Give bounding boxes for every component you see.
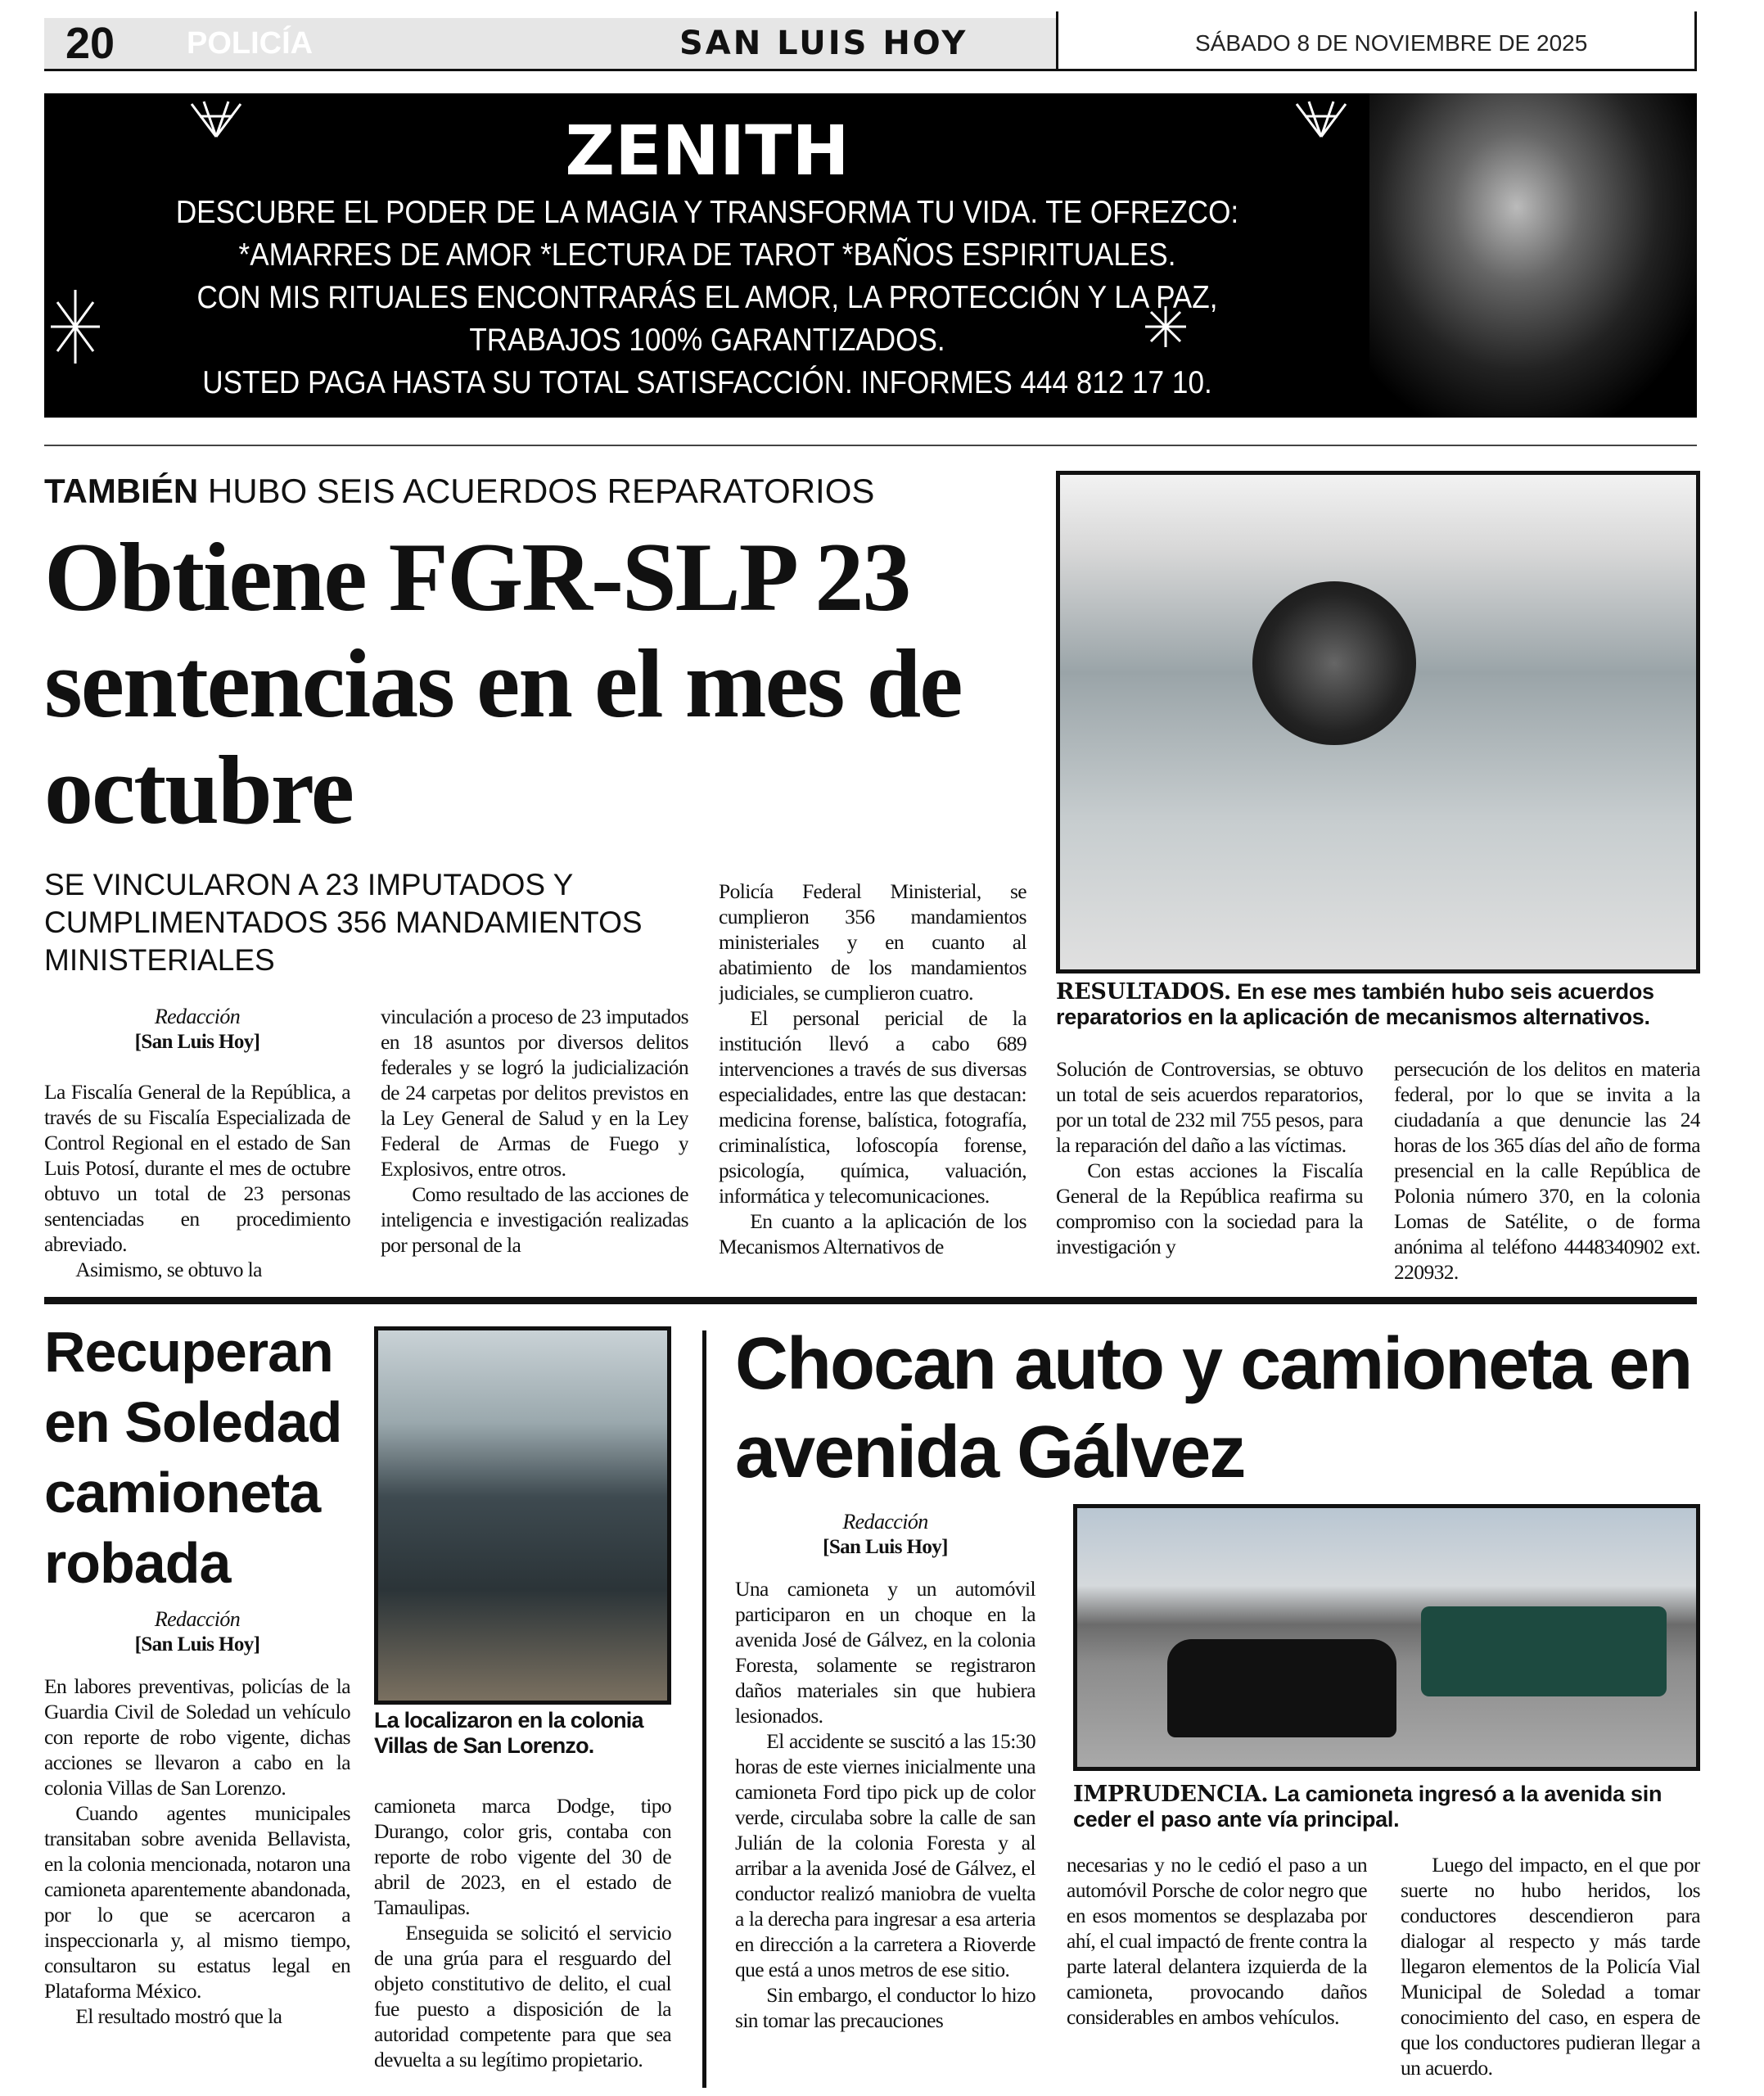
byline: Redacción [San Luis Hoy] (823, 1510, 948, 1558)
main-headline: Obtiene FGR-SLP 23 sentencias en el mes de octubre (44, 522, 962, 844)
article-column: vinculación a proceso de 23 imputados en 18 asuntos por diversos delitos federales y se logró la judicialización de 24 carpetas por delitos previstos en la Ley General de Salud y en la Ley Federal de Armas de Fuego y Explosivos, entre otros. Como resultado de las acciones de inteligencia e investigación realizadas por personal de la (381, 1005, 688, 1257)
byline: Redacción [San Luis Hoy] (134, 1005, 260, 1053)
ad-title: ZENITH (565, 111, 850, 191)
fgr-building-photo (1056, 471, 1700, 973)
article-column: Solución de Controversias, se obtuvo un total de seis acuerdos reparatorios, por un total de 232 mil 755 pesos, para la reparación del daño a las víctimas. Con estas acciones la Fiscalía General de la República reafirma su compromiso con la sociedad para la investigación y (1056, 1057, 1363, 1258)
ad-line: CON MIS RITUALES ENCONTRARÁS EL AMOR, LA PROTECCIÓN Y LA PAZ, (196, 280, 1218, 315)
header-rule (44, 69, 1697, 71)
page-number: 20 (65, 19, 115, 68)
robo-headline: Recuperan en Soledad camioneta robada (44, 1320, 342, 1595)
crash-photo-caption: IMPRUDENCIA. La camioneta ingresó a la avenida sin ceder el paso ante vía principal. (1073, 1782, 1662, 1832)
ad-line: USTED PAGA HASTA SU TOTAL SATISFACCIÓN. INFORMES 444 812 17 10. (202, 365, 1212, 400)
main-photo-caption: RESULTADOS. En ese mes también hubo seis acuerdos reparatorios en la aplicación de mecanismos alternativos. (1056, 979, 1654, 1029)
column-divider (702, 1330, 706, 2088)
article-column: Policía Federal Ministerial, se cumplieron 356 mandamientos ministeriales y en cuanto al abatimiento de los mandamientos judiciales, se cumplieron cuatro. El personal pericial de la institución llevó a cabo 689 intervenciones a través de sus diversas especialidades, entre las que destacan: medicina forense, balística, fotografía, criminalística, lofoscopía forense, psicología, química, valuación, informática y telecomunicaciones. En cuanto a la aplicación de los Mecanismos Alternativos de (719, 879, 1026, 1258)
section-label: POLICÍA (187, 26, 314, 61)
article-column: necesarias y no le cedió el paso a un automóvil Porsche de color negro que en esos momentos se desplazaba por ahí, el cual impactó de frente contra la parte lateral delantera izquierda de la camioneta, provocando daños considerables en ambos vehículos. (1067, 1853, 1367, 2029)
header-divider (1056, 11, 1058, 70)
ad-line: DESCUBRE EL PODER DE LA MAGIA Y TRANSFORMA TU VIDA. TE OFREZCO: (175, 195, 1239, 230)
advertisement (44, 93, 1697, 418)
byline: Redacción [San Luis Hoy] (134, 1607, 260, 1656)
ad-fortune-teller-image (1369, 93, 1697, 418)
article-column: Luego del impacto, en el que por suerte no hubo heridos, los conductores descendieron para dialogar al respecto y más tarde llegaron elementos de la Policía Vial Municipal de Soledad a tomar conocimiento del caso, en espera de que los conductores pudieran llegar a un acuerdo. (1401, 1853, 1700, 2080)
article-column: Redacción [San Luis Hoy] En labores preventivas, policías de la Guardia Civil de Soledad un vehículo con reporte de robo vigente, dichas acciones se llevaron a cabo en la colonia Villas de San Lorenzo. Cuando agentes municipales transitaban sobre avenida Bellavista, en la colonia mencionada, notaron una camioneta aparentemente abandonada, por lo que se acercaron a inspeccionarla y, al mismo tiempo, consultaron su estatus legal en Plataforma México. El resultado mostró que la (44, 1607, 350, 2028)
kicker: TAMBIÉN HUBO SEIS ACUERDOS REPARATORIOS (44, 472, 875, 510)
header-right-rule (1694, 11, 1697, 70)
green-pickup (1421, 1606, 1667, 1696)
black-car (1167, 1639, 1396, 1737)
article-column: Redacción [San Luis Hoy] La Fiscalía General de la República, a través de su Fiscalía Especializada de Control Regional en el estado de San Luis Potosí, durante el mes de octubre obtuvo un total de 23 personas sentenciadas en procedimiento abreviado. Asimismo, se obtuvo la (44, 1005, 350, 1281)
article-column: Redacción [San Luis Hoy] Una camioneta y un automóvil participaron en un choque en la avenida José de Gálvez, en la colonia Foresta, solamente se registraron daños materiales sin que hubiera lesionados. El accidente se suscitó a las 15:30 horas de este viernes inicialmente una camioneta Ford tipo pick up de color verde, circulaba sobre la calle de san Julián de la colonia Foresta y al arribar a la avenida José de Gálvez, el conductor realizó maniobra de vuelta a la derecha para ingresar a esa arteria en dirección a la carretera a Rioverde que está a unos metros de ese sitio. Sin embargo, el conductor lo hizo sin tomar las precauciones (735, 1510, 1035, 2032)
stolen-truck-photo (374, 1326, 671, 1705)
ad-line: *AMARRES DE AMOR *LECTURA DE TAROT *BAÑOS ESPIRITUALES. (238, 237, 1176, 273)
crash-photo (1073, 1504, 1700, 1771)
national-emblem (1252, 581, 1416, 745)
article-column: persecución de los delitos en materia federal, por lo que se invita a la ciudadanía a que denuncie las 24 horas de los 365 días del año de forma presencial en la calle República de Polonia número 370, en la colonia Lomas de Satélite, o de forma anónima al teléfono 4448340902 ext. 220932. (1394, 1057, 1700, 1284)
main-subheadline: SE VINCULARON A 23 IMPUTADOS Y CUMPLIMENTADOS 356 MANDAMIENTOS MINISTERIALES (44, 868, 643, 977)
issue-date: SÁBADO 8 DE NOVIEMBRE DE 2025 (1195, 30, 1588, 56)
newspaper-name: SAN LUIS HOY (679, 25, 968, 62)
article-column: camioneta marca Dodge, tipo Durango, color gris, contaba con reporte de robo vigente del 30 de abril de 2023, en el estado de Tamaulipas. Enseguida se solicitó el servicio de una grúa para el resguardo del objeto constitutivo de delito, el cual fue puesto a disposición de la autoridad competente para que sea devuelta a su legítimo propietario. (374, 1794, 671, 2071)
section-rule (44, 445, 1697, 446)
choque-headline: Chocan auto y camioneta en avenida Gálvez (735, 1323, 1692, 1493)
ad-line: TRABAJOS 100% GARANTIZADOS. (469, 323, 945, 358)
robo-photo-caption: La localizaron en la colonia Villas de San Lorenzo. (374, 1708, 643, 1758)
section-thick-rule (44, 1297, 1697, 1304)
